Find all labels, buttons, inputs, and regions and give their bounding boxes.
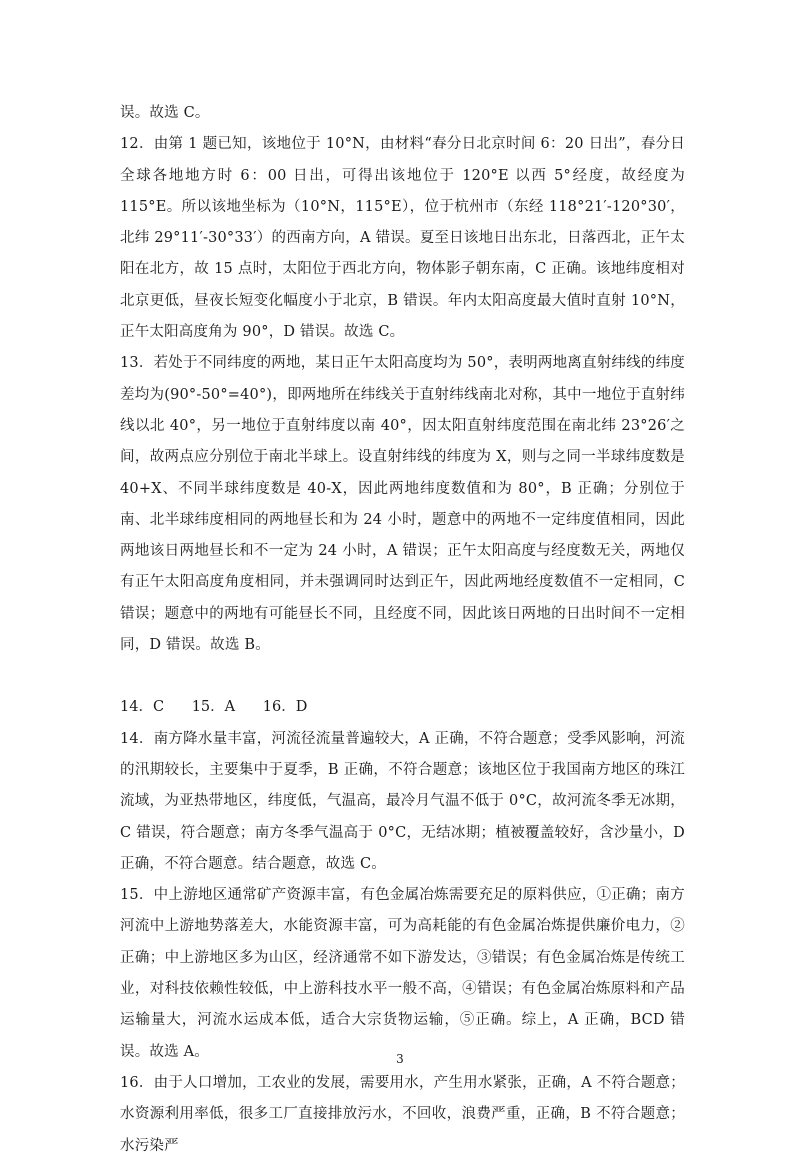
section-gap [120,661,685,692]
paragraph-q14: 14．南方降水量丰富，河流径流量普遍较大，A 正确，不符合题意；受季风影响，河流的汛期较长，主要集中于夏季，B 正确，不符合题意；该地区位于我国南方地区的珠江流域，为亚热带地区，纬度低，气温高，最冷月气温不低于 0°C，故河流冬季无冰期，C 错误，符合题意；南方冬季气温高于 0°C，无结冰期；植被覆盖较好，含沙量小，D 正确，不符合题意。结合题意，故选 C。 [120,730,685,872]
document-body [120,98,685,1162]
paragraph-q16: 16．由于人口增加，工农业的发展，需要用水，产生用水紧张，正确，A 不符合题意；水资源利用率低，很多工厂直接排放污水，不回收，浪费严重，正确，B 不符合题意；水污染严 [120,1074,685,1154]
paragraph-q13: 13．若处于不同纬度的两地，某日正午太阳高度均为 50°，表明两地离直射纬线的纬度差均为(90°-50°=40°)，即两地所在纬线关于直射纬线南北对称，其中一地位于直射纬线以北 40°，另一地位于直射纬度以南 40°，因太阳直射纬度范围在南北纬 23°26′之间，故两点应分别位于南北半球上。设直射纬线的纬度为 X，则与之同一半球纬度数是 40+X、不同半球纬度数是 40-X，因此两地纬度数值和为 80°，B 正确；分别位于南、北半球纬度相同的两地昼长和为 24 小时，题意中的两地不一定纬度值相同，因此两地该日两地昼长和不一定为 24 小时，A 错误；正午太阳高度与经度数无关，两地仅有正午太阳高度角度相同，并未强调同时达到正午，因此两地经度数值不一定相同，C 错误；题意中的两地有可能昼长不同，且经度不同，因此该日两地的日出时间不一定相同，D 错误。故选 B。 [120,355,685,654]
paragraph-q11-end: 误。故选 C。 [120,105,210,121]
paragraph-q15: 15．中上游地区通常矿产资源丰富，有色金属冶炼需要充足的原料供应，①正确；南方河流中上游地势落差大，水能资源丰富，可为高耗能的有色金属冶炼提供廉价电力，②正确；中上游地区多为山区，经济通常不如下游发达，③错误；有色金属冶炼是传统工业，对科技依赖性较低，中上游科技水平一般不高，④错误；有色金属冶炼原料和产品运输量大，河流水运成本低，适合大宗货物运输，⑤正确。综上，A 正确，BCD 错误。故选 A。 [120,887,685,1060]
page-number: 3 [396,1052,404,1066]
answer-key-line: 14．C 15．A 16．D [120,699,308,716]
paragraph-q12: 12．由第 1 题已知，该地位于 10°N，由材料“春分日北京时间 6：20 日出”，春分日全球各地地方时 6：00 日出，可得出该地位于 120°E 以西 5°经度，故经度为 115°E。所以该地坐标为（10°N，115°E），位于杭州市（东经 118°21′-120°30′，北纬 29°11′-30°33′）的西南方向，A 错误。夏至日该地日出东北，日落西北，正午太阳在北方，故 15 点时，太阳位于西北方向，物体影子朝东南，C 正确。该地纬度相对北京更低，昼夜长短变化幅度小于北京，B 错误。年内太阳高度最大值时直射 10°N，正午太阳高度角为 90°，D 错误。故选 C。 [120,136,685,341]
